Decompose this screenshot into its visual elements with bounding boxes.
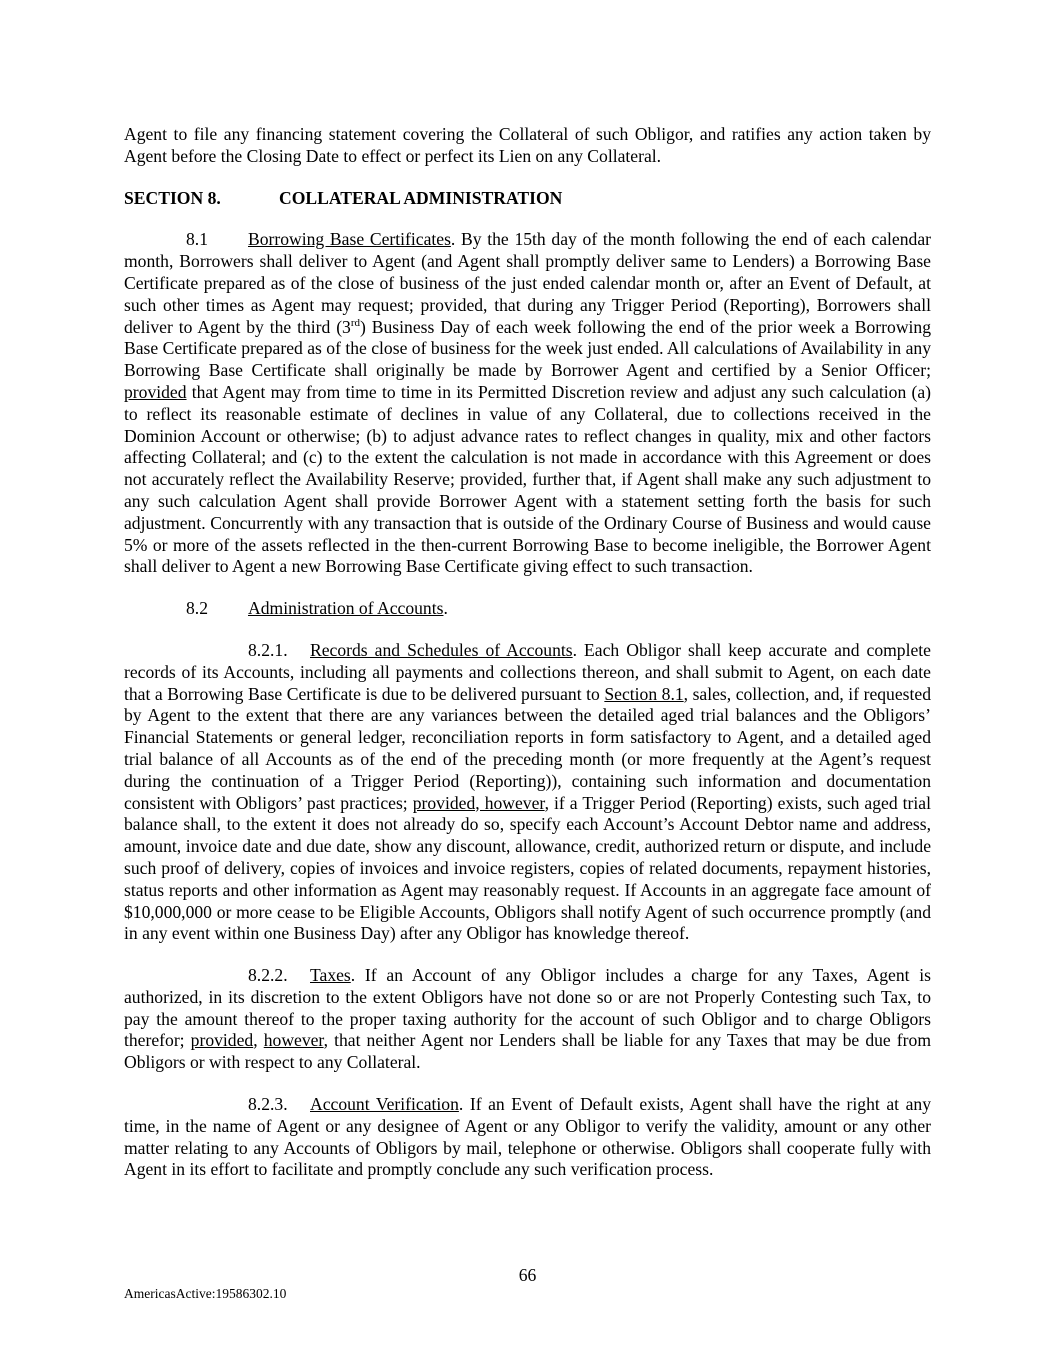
- superscript-ordinal: rd: [350, 316, 361, 329]
- defined-term-provided: provided: [190, 1030, 254, 1051]
- clause-text: . Each Obligor shall keep accurate and complete records of its Accounts, including all payments and collections thereon, and shall submit to Agent, on each date that a Borrowing Base Certificate is due to be delivered pursuant to: [124, 639, 931, 704]
- clause-number: 8.2.1.: [248, 639, 288, 660]
- paragraph-8-2-3: [124, 1094, 931, 1181]
- clause-text: . By the 15th day of the month following the end of each calendar month, Borrowers shall deliver to Agent (and Agent shall promptly deliver same to Lenders) a Borrowing Base Certificate prepared as of the close of business of the just ended calendar month or, after an Event of Default, at such other times as Agent may request; provided, that during any Trigger Period (Reporting), Borrowers shall deliver to Agent by the third (3: [124, 229, 931, 337]
- clause-number: 8.2: [186, 598, 208, 619]
- intro-paragraph: [124, 124, 931, 168]
- defined-term-however: however: [263, 1030, 324, 1051]
- defined-term-provided: provided: [124, 381, 187, 402]
- paragraph-8-1: [124, 229, 931, 578]
- paragraph-8-2-2: [124, 965, 931, 1074]
- page-number: 66: [518, 1265, 537, 1285]
- clause-number: 8.2.3.: [248, 1094, 288, 1115]
- clause-heading: Taxes: [310, 965, 351, 986]
- section-heading: [124, 188, 931, 210]
- clause-text: ,: [253, 1030, 264, 1051]
- clause-text: , if a Trigger Period (Reporting) exists, such aged trial balance shall, to the extent it does not already do so, specify each Account’s Account Debtor name and address, amount, invoice date and due date, show any discount, allowance, credit, authorized return or dispute, and include such proof of delivery, copies of invoices and invoice registers, copies of related documents, repayment histories, status reports and other information as Agent may reasonably request. If Accounts in an aggregate face amount of $10,000,000 or more cease to be Eligible Accounts, Obligors shall notify Agent of such occurrence promptly (and in any event within one Business Day) after any Obligor has knowledge thereof.: [124, 792, 931, 944]
- clause-heading: Account Verification: [310, 1094, 459, 1115]
- clause-text: . If an Account of any Obligor includes a charge for any Taxes, Agent is authorized, in its discretion to the extent Obligors have not done so or are not Properly Contesting such Tax, to pay the amount thereof to the proper taxing authority for the account of such Obligor and to charge Obligors therefor;: [124, 965, 931, 1051]
- clause-text: .: [443, 598, 448, 619]
- paragraph-8-2-1: [124, 640, 931, 945]
- clause-heading: Borrowing Base Certificates: [248, 229, 451, 250]
- intro-text: Agent to file any financing statement covering the Collateral of such Obligor, and ratifies any action taken by Agent before the Closing Date to effect or perfect its Lien on any Collateral.: [124, 124, 931, 166]
- defined-term-provided-however: provided, however: [412, 792, 545, 813]
- clause-text: . If an Event of Default exists, Agent shall have the right at any time, in the name of Agent or any designee of Agent or any Obligor to verify the validity, amount or any other matter relating to any Accounts of Obligors by mail, telephone or otherwise. Obligors shall cooperate fully with Agent in its effort to facilitate and promptly conclude any such verification process.: [124, 1094, 931, 1180]
- clause-text: , sales, collection, and, if requested by Agent to the extent that there are any variances between the detailed aged trial balances and the Obligors’ Financial Statements or general ledger, reconciliation reports in form satisfactory to Agent, and a detailed aged trial balance of all Accounts as of the end of the preceding month (or more frequently at the Agent’s request during the continuation of a Trigger Period (Reporting)), containing such information and documentation consistent with Obligors’ past practices;: [124, 683, 931, 813]
- paragraph-8-2: [124, 598, 931, 620]
- document-page: [124, 124, 931, 1181]
- clause-heading: Administration of Accounts: [248, 598, 444, 619]
- clause-number: 8.1: [186, 229, 208, 250]
- clause-text: that Agent may from time to time in its Permitted Discretion review and adjust any such calculation (a) to reflect its reasonable estimate of declines in value of any Collateral, due to collections received in the Dominion Account or otherwise; (b) to adjust advance rates to reflect changes in quality, mix and other factors affecting Collateral; and (c) to the extent the calculation is not made in accordance with this Agreement or does not accurately reflect the Availability Reserve; provided, further that, if Agent shall make any such adjustment to any such calculation Agent shall provide Borrower Agent with a statement setting forth the basis for such adjustment. Concurrently with any transaction that is outside of the Ordinary Course of Business and would cause 5% or more of the assets reflected in the then-current Borrowing Base to become ineligible, the Borrower Agent shall deliver to Agent a new Borrowing Base Certificate giving effect to such transaction.: [124, 381, 931, 577]
- document-id: AmericasActive:19586302.10: [124, 1286, 287, 1301]
- clause-number: 8.2.2.: [248, 965, 288, 986]
- section-number: SECTION 8.: [124, 187, 221, 208]
- section-reference: Section 8.1: [604, 683, 684, 704]
- clause-heading: Records and Schedules of Accounts: [310, 639, 573, 660]
- clause-text: ) Business Day of each week following the end of the prior week a Borrowing Base Certificate prepared as of the close of business for the week just ended. All calculations of Availability in any Borrowing Base Certificate shall originally be made by Borrower Agent and certified by a Senior Officer;: [124, 316, 932, 381]
- clause-text: , that neither Agent nor Lenders shall be liable for any Taxes that may be due from Obligors or with respect to any Collateral.: [124, 1030, 932, 1073]
- section-title: COLLATERAL ADMINISTRATION: [279, 187, 563, 208]
